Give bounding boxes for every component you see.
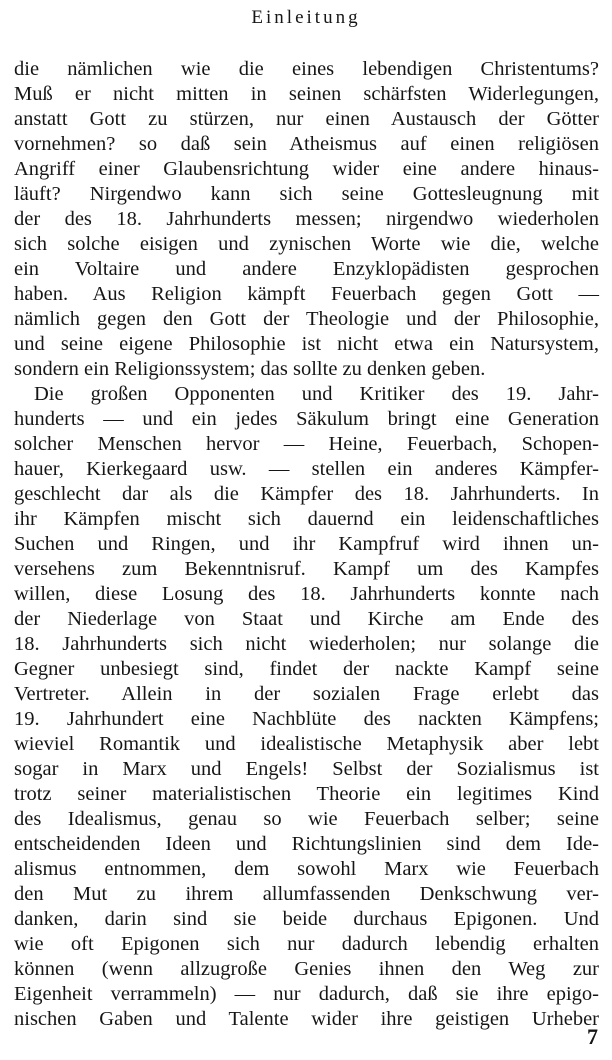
text-line: nämlich gegen den Gott der Theologie und der Philosophie, [14,308,599,330]
text-line: sich solche eisigen und zynischen Worte wie die, welche [14,233,599,255]
text-line: den Mut zu ihrem allumfassenden Denkschwung ver- [14,883,599,905]
text-line: ihr Kämpfen mischt sich dauernd ein leidenschaftliches [14,508,599,530]
text-line: nischen Gaben und Talente wider ihre geistigen Urheber [14,1008,599,1030]
text-line: des Idealismus, genau so wie Feuerbach selber; seine [14,808,599,830]
text-line: Vertreter. Allein in der sozialen Frage erlebt das [14,683,599,705]
page-number: 7 [587,1024,598,1049]
text-line: 19. Jahrhundert eine Nachblüte des nackten Kämpfens; [14,708,599,730]
text-line: anstatt Gott zu stürzen, nur einen Austausch der Götter [14,108,599,130]
text-line: danken, darin sind sie beide durchaus Epigonen. Und [14,908,599,930]
body-text [14,57,599,1032]
text-line: Muß er nicht mitten in seinen schärfsten Widerlegungen, [14,83,599,105]
text-line: hunderts — und ein jedes Säkulum bringt eine Generation [14,408,599,430]
text-line: hauer, Kierkegaard usw. — stellen ein anderes Kämpfer- [14,458,599,480]
text-line: Suchen und Ringen, und ihr Kampfruf wird ihnen un- [14,533,599,555]
text-line: solcher Menschen hervor — Heine, Feuerbach, Schopen- [14,433,599,455]
running-head: Einleitung [251,7,361,28]
text-line: 18. Jahrhunderts sich nicht wiederholen; nur solange die [14,633,599,655]
text-line: sogar in Marx und Engels! Selbst der Sozialismus ist [14,758,599,780]
text-line: läuft? Nirgendwo kann sich seine Gottesleugnung mit [14,183,599,205]
text-line: sondern ein Religionssystem; das sollte zu denken geben. [14,358,486,380]
text-line: Gegner unbesiegt sind, findet der nackte Kampf seine [14,658,599,680]
text-line: versehens zum Bekenntnisruf. Kampf um des Kampfes [14,558,599,580]
text-line: alismus entnommen, dem sowohl Marx wie Feuerbach [14,858,599,880]
text-line: wieviel Romantik und idealistische Metaphysik aber lebt [14,733,599,755]
text-line: wie oft Epigonen sich nur dadurch lebendig erhalten [14,933,599,955]
text-line: haben. Aus Religion kämpft Feuerbach gegen Gott — [14,283,599,305]
text-line: die nämlichen wie die eines lebendigen Christentums? [14,58,599,80]
text-line: können (wenn allzugroße Genies ihnen den Weg zur [14,958,599,980]
text-line: und seine eigene Philosophie ist nicht etwa ein Natursystem, [14,333,599,355]
text-line: geschlecht dar als die Kämpfer des 18. Jahrhunderts. In [14,483,599,505]
text-line: der Niederlage von Staat und Kirche am Ende des [14,608,599,630]
text-line: Die großen Opponenten und Kritiker des 19. Jahr- [34,383,599,405]
text-line: trotz seiner materialistischen Theorie ein legitimes Kind [14,783,599,805]
text-line: der des 18. Jahrhunderts messen; nirgendwo wiederholen [14,208,599,230]
text-line: entscheidenden Ideen und Richtungslinien sind dem Ide- [14,833,599,855]
text-line: willen, diese Losung des 18. Jahrhunderts konnte nach [14,583,599,605]
text-line: Eigenheit verrammeln) — nur dadurch, daß sie ihre epigo- [14,983,599,1005]
text-line: Angriff einer Glaubensrichtung wider eine andere hinaus- [14,158,599,180]
text-line: vornehmen? so daß sein Atheismus auf einen religiösen [14,133,599,155]
text-line: ein Voltaire und andere Enzyklopädisten gesprochen [14,258,599,280]
